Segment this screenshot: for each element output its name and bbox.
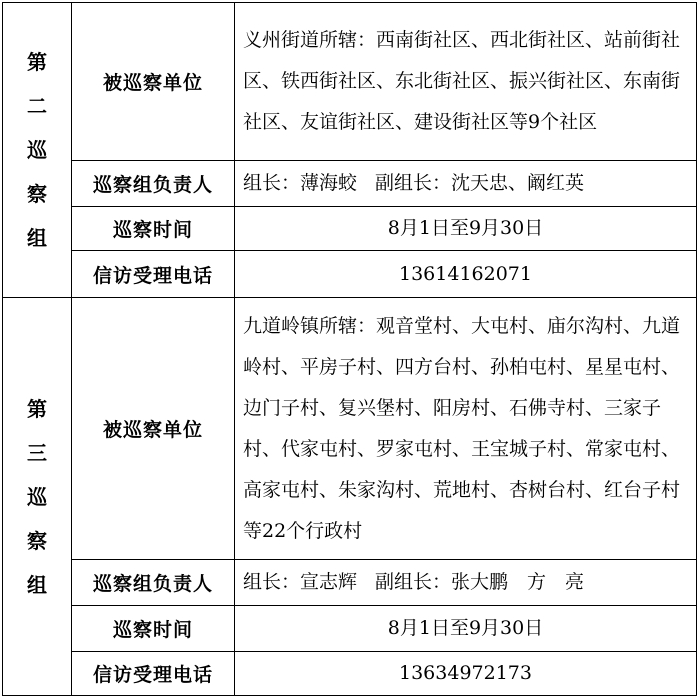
table-row [3,560,697,606]
unit-label: 被巡察单位 [72,3,235,161]
leader-deputy: 副组长：张大鹏 方 亮 [375,571,585,593]
table-row [3,652,697,696]
leader-value [235,560,697,606]
time-value: 8月1日至9月30日 [235,207,697,251]
leader-deputy: 副组长：沈天忠、阚红英 [375,172,585,194]
time-label: 巡察时间 [72,606,235,652]
table-row [3,298,697,560]
table-row [3,161,697,207]
phone-label: 信访受理电话 [72,251,235,298]
group-name-cell [3,3,72,298]
leader-value [235,161,697,207]
leader-head: 组长：宣志辉 [243,571,358,593]
leader-label: 巡察组负责人 [72,560,235,606]
phone-value: 13614162071 [235,251,697,298]
leader-head: 组长：薄海蛟 [243,172,358,194]
table-row [3,606,697,652]
phone-label: 信访受理电话 [72,652,235,696]
group-name-cell [3,298,72,696]
unit-value: 义州街道所辖：西南街社区、西北街社区、站前街社区、铁西街社区、东北街社区、振兴街社区、东南街社区、友谊街社区、建设街社区等9个社区 [235,3,697,161]
leader-label: 巡察组负责人 [72,161,235,207]
unit-label: 被巡察单位 [72,298,235,560]
group-name: 第三巡察组 [27,396,47,597]
table-row [3,207,697,251]
time-value: 8月1日至9月30日 [235,606,697,652]
phone-value: 13634972173 [235,652,697,696]
table-row [3,3,697,161]
inspection-table [2,2,697,696]
unit-value: 九道岭镇所辖：观音堂村、大屯村、庙尔沟村、九道岭村、平房子村、四方台村、孙柏屯村、星星屯村、边门子村、复兴堡村、阳房村、石佛寺村、三家子村、代家屯村、罗家屯村、王宝城子村、常家屯村、高家屯村、朱家沟村、荒地村、杏树台村、红台子村等22个行政村 [235,298,697,560]
group-name: 第二巡察组 [27,50,47,250]
table-row [3,251,697,298]
time-label: 巡察时间 [72,207,235,251]
